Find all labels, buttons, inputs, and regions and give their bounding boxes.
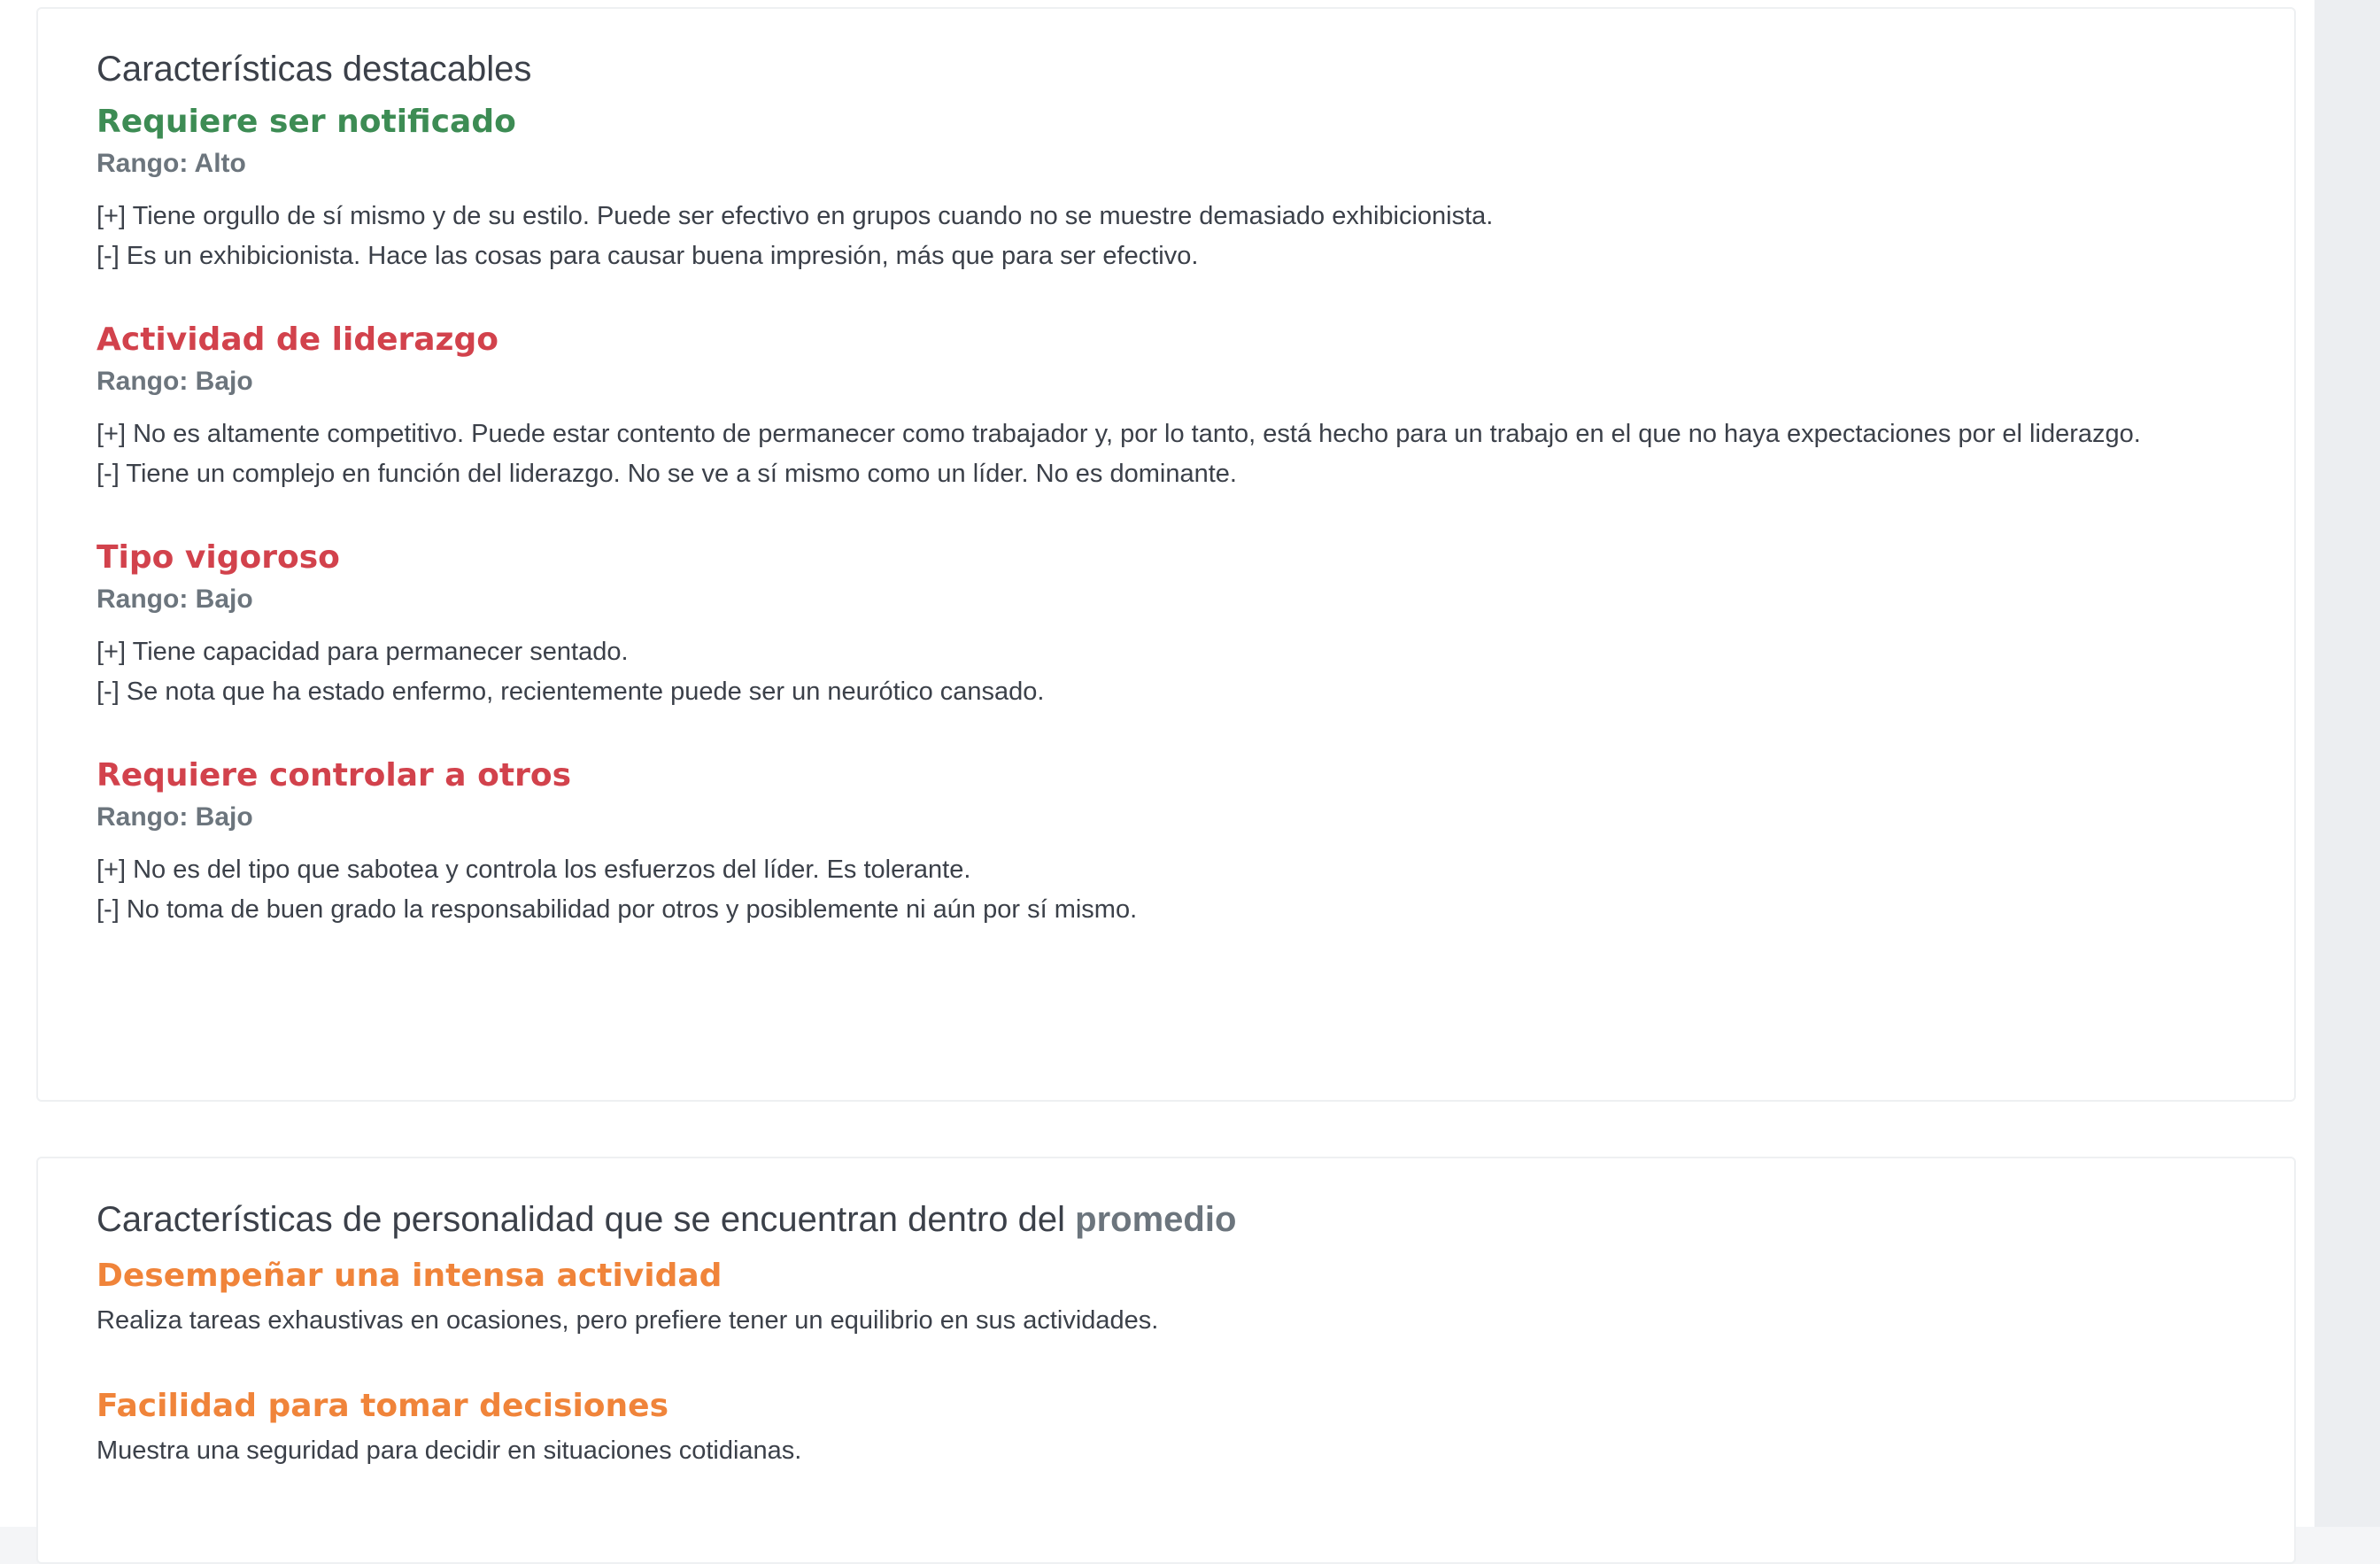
average-traits-title [97, 1198, 2236, 1241]
average-traits-body [97, 1158, 2236, 1471]
trait-positive: [+] No es del tipo que sabotea y controla los esfuerzos del líder. Es tolerante. [97, 856, 971, 884]
trait-positive: [+] Tiene capacidad para permanecer sentado. [97, 638, 629, 666]
highlighted-traits-body [97, 9, 2236, 930]
trait-description [97, 850, 2236, 930]
page-gutter [2314, 0, 2380, 1527]
trait-description: Muestra una seguridad para decidir en situaciones cotidianas. [97, 1436, 802, 1465]
trait-negative: [-] No toma de buen grado la responsabilidad por otros y posiblemente ni aún por sí mismo. [97, 895, 1138, 924]
trait-name: Requiere ser notificado [97, 104, 516, 140]
trait-description [97, 197, 2236, 276]
average-title-emphasis: promedio [1075, 1200, 1237, 1239]
trait-range: Rango: Bajo [97, 585, 253, 614]
average-traits-card [36, 1157, 2296, 1564]
highlighted-traits-title: Características destacables [97, 50, 532, 89]
trait-range: Rango: Bajo [97, 367, 253, 396]
average-title-prefix: Características de personalidad que se encuentran dentro del [97, 1200, 1066, 1239]
trait-range: Rango: Bajo [97, 802, 253, 832]
trait-range: Rango: Alto [97, 149, 246, 178]
trait-negative: [-] Se nota que ha estado enfermo, recientemente puede ser un neurótico cansado. [97, 677, 1045, 706]
trait-name: Requiere controlar a otros [97, 757, 571, 794]
trait-requiere-controlar-a-otros [97, 756, 2236, 930]
trait-description [97, 414, 2236, 494]
trait-desempenar-intensa-actividad [97, 1257, 2236, 1341]
trait-tipo-vigoroso [97, 538, 2236, 712]
trait-description: Realiza tareas exhaustivas en ocasiones, pero prefiere tener un equilibrio en sus actividades. [97, 1306, 1159, 1335]
trait-facilidad-tomar-decisiones [97, 1387, 2236, 1471]
trait-description [97, 632, 2236, 712]
trait-positive: [+] Tiene orgullo de sí mismo y de su estilo. Puede ser efectivo en grupos cuando no se muestre demasiado exhibicionista. [97, 202, 1494, 230]
trait-negative: [-] Es un exhibicionista. Hace las cosas para causar buena impresión, más que para ser efectivo. [97, 242, 1199, 270]
trait-actividad-de-liderazgo [97, 321, 2236, 494]
trait-negative: [-] Tiene un complejo en función del liderazgo. No se ve a sí mismo como un líder. No es dominante. [97, 460, 1237, 488]
trait-name: Tipo vigoroso [97, 539, 340, 576]
trait-positive: [+] No es altamente competitivo. Puede estar contento de permanecer como trabajador y, por lo tanto, está hecho para un trabajo en el que no haya expectaciones por el liderazgo. [97, 420, 2141, 448]
trait-name: Desempeñar una intensa actividad [97, 1258, 722, 1294]
trait-name: Actividad de liderazgo [97, 321, 499, 358]
highlighted-traits-card [36, 7, 2296, 1102]
trait-requiere-ser-notificado [97, 103, 2236, 276]
trait-name: Facilidad para tomar decisiones [97, 1388, 669, 1424]
